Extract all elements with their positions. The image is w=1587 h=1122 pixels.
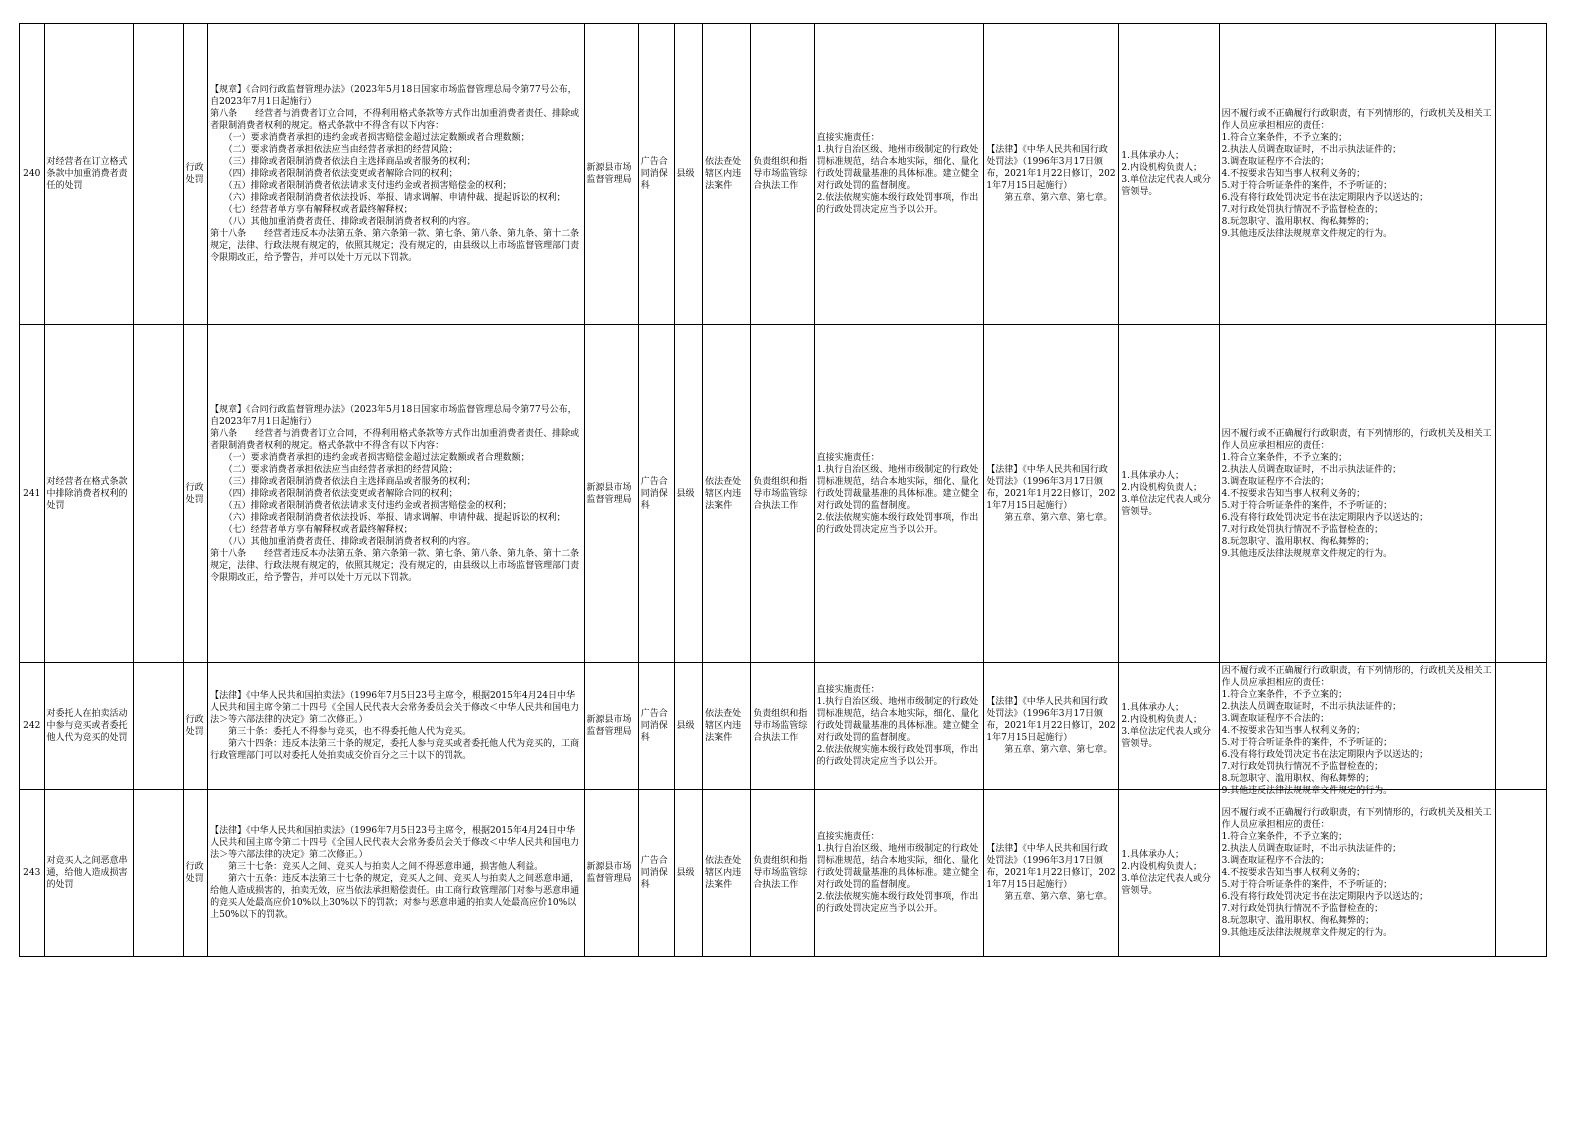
table-row — [20, 663, 1547, 790]
level: 县级 — [674, 663, 703, 790]
responsibility: 直接实施责任： 1.执行自治区级、地州市级制定的行政处罚标准规范，结合本地实际，细化、量化行政处罚裁量基准的具体标准。建立健全对行政处罚的监督制度。 2.依法依规实施本级行政处罚事项，作出的行政处罚决定应当予以公开。 — [814, 325, 984, 663]
liability-law: 【法律】《中华人民共和国行政处罚法》（1996年3月17日颁布，2021年1月22日修订，2021年7月15日起施行） 第五章、第六章、第七章。 — [984, 325, 1119, 663]
responsible-unit: 广告合同消保科 — [638, 325, 674, 663]
item-code — [133, 325, 183, 663]
power-list-table — [19, 23, 1547, 957]
item-code — [133, 790, 183, 957]
item-type: 行政处罚 — [183, 663, 208, 790]
item-type: 行政处罚 — [183, 325, 208, 663]
duty: 负责组织和指导市场监管综合执法工作 — [751, 24, 814, 325]
scope: 依法查处辖区内违法案件 — [703, 663, 751, 790]
scope: 依法查处辖区内违法案件 — [703, 790, 751, 957]
legal-basis: 【规章】《合同行政监督管理办法》（2023年5月18日国家市场监督管理总局令第77号公布，自2023年7月1日起施行） 第八条 经营者与消费者订立合同，不得利用格式条款等方式作出加重消费者责任、排除或者限制消费者权利的规定。格式条款中不得含有以下内容： （一）要求消费者承担的违约金或者损害赔偿金超过法定数额或者合理数额； （二）要求消费者承担依法应当由经营者承担的经营风险； （三）排除或者限制消费者依法自主选择商品或者服务的权利； （四）排除或者限制消费者依法变更或者解除合同的权利； （五）排除或者限制消费者依法请求支付违约金或者损害赔偿金的权利； （六）排除或者限制消费者依法投诉、举报、请求调解、申请仲裁、提起诉讼的权利； （七）经营者单方享有解释权或者最终解释权； （八）其他加重消费者责任、排除或者限制消费者权利的内容。 第十八条 经营者违反本办法第五条、第六条第一款、第七条、第八条、第九条、第十二条规定，法律、行政法规有规定的，依照其规定；没有规定的，由县级以上市场监督管理部门责令限期改正，给予警告，并可以处十万元以下罚款。 — [208, 24, 584, 325]
implementing-dept: 新源县市场监督管理局 — [584, 24, 638, 325]
implementing-dept: 新源县市场监督管理局 — [584, 663, 638, 790]
remark — [1495, 790, 1546, 957]
row-number: 242 — [20, 663, 45, 790]
responsibility: 直接实施责任： 1.执行自治区级、地州市级制定的行政处罚标准规范，结合本地实际，细化、量化行政处罚裁量基准的具体标准。建立健全对行政处罚的监督制度。 2.依法依规实施本级行政处罚事项，作出的行政处罚决定应当予以公开。 — [814, 790, 984, 957]
accountable-persons: 1.具体承办人； 2.内设机构负责人； 3.单位法定代表人或分管领导。 — [1119, 24, 1219, 325]
accountable-persons: 1.具体承办人； 2.内设机构负责人； 3.单位法定代表人或分管领导。 — [1119, 663, 1219, 790]
item-name: 对竞买人之间恶意串通，给他人造成损害的处罚 — [44, 790, 133, 957]
table-row — [20, 790, 1547, 957]
legal-basis: 【规章】《合同行政监督管理办法》（2023年5月18日国家市场监督管理总局令第77号公布，自2023年7月1日起施行） 第八条 经营者与消费者订立合同，不得利用格式条款等方式作出加重消费者责任、排除或者限制消费者权利的规定。格式条款中不得含有以下内容： （一）要求消费者承担的违约金或者损害赔偿金超过法定数额或者合理数额； （二）要求消费者承担依法应当由经营者承担的经营风险； （三）排除或者限制消费者依法自主选择商品或者服务的权利； （四）排除或者限制消费者依法变更或者解除合同的权利； （五）排除或者限制消费者依法请求支付违约金或者损害赔偿金的权利； （六）排除或者限制消费者依法投诉、举报、请求调解、申请仲裁、提起诉讼的权利； （七）经营者单方享有解释权或者最终解释权； （八）其他加重消费者责任、排除或者限制消费者权利的内容。 第十八条 经营者违反本办法第五条、第六条第一款、第七条、第八条、第九条、第十二条规定，法律、行政法规有规定的，依照其规定；没有规定的，由县级以上市场监督管理部门责令限期改正，给予警告，并可以处十万元以下罚款。 — [208, 325, 584, 663]
level: 县级 — [674, 24, 703, 325]
responsible-unit: 广告合同消保科 — [638, 24, 674, 325]
implementing-dept: 新源县市场监督管理局 — [584, 325, 638, 663]
row-number: 241 — [20, 325, 45, 663]
liability-law: 【法律】《中华人民共和国行政处罚法》（1996年3月17日颁布，2021年1月22日修订，2021年7月15日起施行） 第五章、第六章、第七章。 — [984, 24, 1119, 325]
item-name: 对经营者在订立格式条款中加重消费者责任的处罚 — [44, 24, 133, 325]
scope: 依法查处辖区内违法案件 — [703, 325, 751, 663]
item-name: 对委托人在拍卖活动中参与竞买或者委托他人代为竞买的处罚 — [44, 663, 133, 790]
item-type: 行政处罚 — [183, 790, 208, 957]
item-type: 行政处罚 — [183, 24, 208, 325]
accountable-persons: 1.具体承办人； 2.内设机构负责人； 3.单位法定代表人或分管领导。 — [1119, 790, 1219, 957]
remark — [1495, 325, 1546, 663]
item-code — [133, 663, 183, 790]
item-code — [133, 24, 183, 325]
table-row — [20, 325, 1547, 663]
level: 县级 — [674, 790, 703, 957]
responsibility: 直接实施责任： 1.执行自治区级、地州市级制定的行政处罚标准规范，结合本地实际，细化、量化行政处罚裁量基准的具体标准。建立健全对行政处罚的监督制度。 2.依法依规实施本级行政处罚事项，作出的行政处罚决定应当予以公开。 — [814, 24, 984, 325]
liability-cases: 因不履行或不正确履行行政职责，有下列情形的，行政机关及相关工作人员应承担相应的责任： 1.符合立案条件，不予立案的； 2.执法人员调查取证时，不出示执法证件的； 3.调查取证程序不合法的； 4.不按要求告知当事人权利义务的； 5.对于符合听证条件的案件，不予听证的； 6.没有将行政处罚决定书在法定期限内予以送达的； 7.对行政处罚执行情况不予监督检查的； 8.玩忽职守、滥用职权、徇私舞弊的； 9.其他违反法律法规规章文件规定的行为。 — [1219, 24, 1495, 325]
liability-cases: 因不履行或不正确履行行政职责，有下列情形的，行政机关及相关工作人员应承担相应的责任： 1.符合立案条件，不予立案的； 2.执法人员调查取证时，不出示执法证件的； 3.调查取证程序不合法的； 4.不按要求告知当事人权利义务的； 5.对于符合听证条件的案件，不予听证的； 6.没有将行政处罚决定书在法定期限内予以送达的； 7.对行政处罚执行情况不予监督检查的； 8.玩忽职守、滥用职权、徇私舞弊的； 9.其他违反法律法规规章文件规定的行为。 — [1219, 325, 1495, 663]
accountable-persons: 1.具体承办人； 2.内设机构负责人； 3.单位法定代表人或分管领导。 — [1119, 325, 1219, 663]
implementing-dept: 新源县市场监督管理局 — [584, 790, 638, 957]
remark — [1495, 24, 1546, 325]
item-name: 对经营者在格式条款中排除消费者权利的处罚 — [44, 325, 133, 663]
liability-law: 【法律】《中华人民共和国行政处罚法》（1996年3月17日颁布，2021年1月22日修订，2021年7月15日起施行） 第五章、第六章、第七章。 — [984, 663, 1119, 790]
duty: 负责组织和指导市场监管综合执法工作 — [751, 663, 814, 790]
duty: 负责组织和指导市场监管综合执法工作 — [751, 325, 814, 663]
table-row — [20, 24, 1547, 325]
duty: 负责组织和指导市场监管综合执法工作 — [751, 790, 814, 957]
responsibility: 直接实施责任： 1.执行自治区级、地州市级制定的行政处罚标准规范，结合本地实际，细化、量化行政处罚裁量基准的具体标准。建立健全对行政处罚的监督制度。 2.依法依规实施本级行政处罚事项，作出的行政处罚决定应当予以公开。 — [816, 685, 979, 767]
level: 县级 — [674, 325, 703, 663]
responsible-unit: 广告合同消保科 — [638, 663, 674, 790]
legal-basis: 【法律】《中华人民共和国拍卖法》（1996年7月5日23号主席令，根据2015年4月24日中华人民共和国主席令第二十四号《全国人民代表大会常务委员会关于修改＜中华人民共和国电力法＞等六部法律的决定》第二次修正。） 第三十条：委托人不得参与竞买，也不得委托他人代为竞买。 第六十四条：违反本法第三十条的规定，委托人参与竞买或者委托他人代为竞买的，工商行政管理部门可以对委托人处拍卖成交价百分之三十以下的罚款。 — [208, 663, 584, 790]
responsible-unit: 广告合同消保科 — [638, 790, 674, 957]
liability-cases: 因不履行或不正确履行行政职责，有下列情形的，行政机关及相关工作人员应承担相应的责任： 1.符合立案条件，不予立案的； 2.执法人员调查取证时，不出示执法证件的； 3.调查取证程序不合法的； 4.不按要求告知当事人权利义务的； 5.对于符合听证条件的案件，不予听证的； 6.没有将行政处罚决定书在法定期限内予以送达的； 7.对行政处罚执行情况不予监督检查的； 8.玩忽职守、滥用职权、徇私舞弊的； 9.其他违反法律法规规章文件规定的行为。 — [1221, 666, 1492, 796]
row-number: 243 — [20, 790, 45, 957]
scope: 依法查处辖区内违法案件 — [703, 24, 751, 325]
legal-basis: 【法律】《中华人民共和国拍卖法》（1996年7月5日23号主席令，根据2015年4月24日中华人民共和国主席令第二十四号《全国人民代表大会常务委员会关于修改＜中华人民共和国电力法＞等六部法律的决定》第二次修正。） 第三十七条：竞买人之间、竞买人与拍卖人之间不得恶意串通，损害他人利益。 第六十五条：违反本法第三十七条的规定，竞买人之间、竞买人与拍卖人之间恶意串通，给他人造成损害的，拍卖无效，应当依法承担赔偿责任。由工商行政管理部门对参与恶意串通的竞买人处最高应价10%以上30%以下的罚款；对参与恶意串通的拍卖人处最高应价10%以上50%以下的罚款。 — [208, 790, 584, 957]
row-number: 240 — [20, 24, 45, 325]
liability-law: 【法律】《中华人民共和国行政处罚法》（1996年3月17日颁布，2021年1月22日修订，2021年7月15日起施行） 第五章、第六章、第七章。 — [984, 790, 1119, 957]
remark — [1495, 663, 1546, 790]
liability-cases: 因不履行或不正确履行行政职责，有下列情形的，行政机关及相关工作人员应承担相应的责任： 1.符合立案条件，不予立案的； 2.执法人员调查取证时，不出示执法证件的； 3.调查取证程序不合法的； 4.不按要求告知当事人权利义务的； 5.对于符合听证条件的案件，不予听证的； 6.没有将行政处罚决定书在法定期限内予以送达的； 7.对行政处罚执行情况不予监督检查的； 8.玩忽职守、滥用职权、徇私舞弊的； 9.其他违反法律法规规章文件规定的行为。 — [1219, 790, 1495, 957]
